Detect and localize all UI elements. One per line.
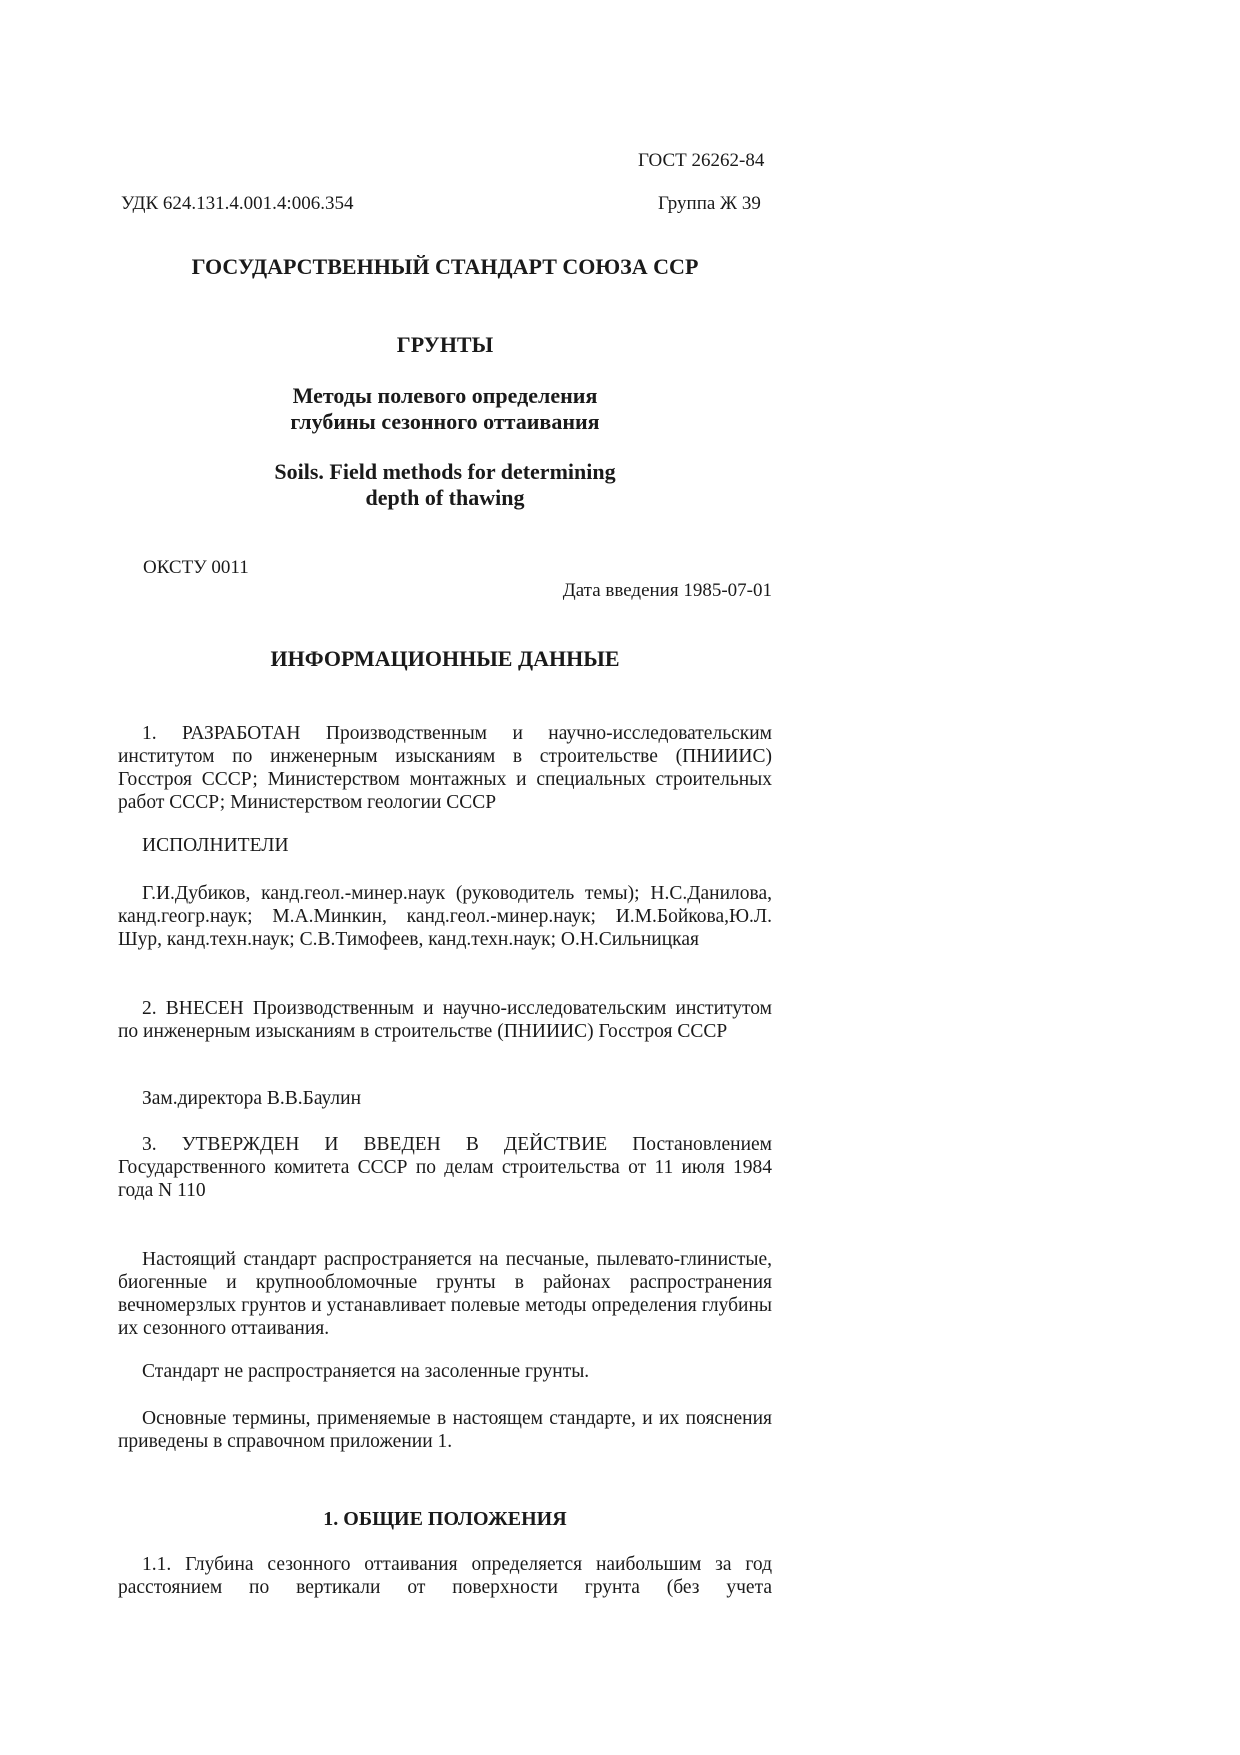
info-paragraph-1 (118, 722, 772, 814)
group-code: Группа Ж 39 (658, 193, 761, 214)
deputy-block (118, 1087, 772, 1110)
english-title-line1: Soils. Field methods for determining (274, 459, 616, 484)
udk-code: УДК 624.131.4.001.4:006.354 (121, 193, 354, 214)
section-1-heading: 1. ОБЩИЕ ПОЛОЖЕНИЯ (323, 1508, 567, 1530)
scope-text: Настоящий стандарт распространяется на песчаные, пылевато-глинистые, биогенные и крупнообломочные грунты в районах распространения вечномерзлых грунтов и устанавливает полевые методы определения глубины их сезонного оттаивания. (118, 1249, 772, 1339)
deputy-director: Зам.директора В.В.Баулин (142, 1088, 362, 1109)
developed-by-text: 1. РАЗРАБОТАН Производственным и научно-исследовательским институтом по инженерным изысканиям в строительстве (ПНИИИС) Госстроя СССР; Министерством монтажных и специальных строительных работ СССР; Министерством геологии СССР (118, 723, 772, 813)
approved-text: 3. УТВЕРЖДЕН И ВВЕДЕН В ДЕЙСТВИЕ Постановлением Государственного комитета СССР по делам строительства от 11 июля 1984 года N 110 (118, 1134, 772, 1201)
russian-title-line1: Методы полевого определения (292, 383, 598, 408)
scope-paragraph-2 (118, 1360, 772, 1383)
scope-exclusion-text: Стандарт не распространяется на засоленные грунты. (142, 1361, 590, 1382)
gost-number: ГОСТ 26262-84 (638, 150, 765, 171)
russian-title-line2: глубины сезонного оттаивания (290, 409, 600, 434)
english-title (118, 459, 772, 511)
english-title-line2: depth of thawing (365, 485, 525, 510)
intro-date: Дата введения 1985-07-01 (562, 580, 772, 601)
executors-block (118, 882, 772, 951)
subject-title: ГРУНТЫ (396, 332, 494, 357)
terms-reference-text: Основные термины, применяемые в настоящем стандарте, и их пояснения приведены в справочном приложении 1. (118, 1408, 772, 1452)
oksty-code: ОКСТУ 0011 (143, 557, 249, 578)
introduced-by-text: 2. ВНЕСЕН Производственным и научно-исследовательским институтом по инженерным изысканиям в строительстве (ПНИИИС) Госстроя СССР (118, 998, 772, 1042)
state-standard-title: ГОСУДАРСТВЕННЫЙ СТАНДАРТ СОЮЗА ССР (191, 254, 699, 279)
scope-paragraph-1 (118, 1248, 772, 1340)
executors-list: Г.И.Дубиков, канд.геол.-минер.наук (руководитель темы); Н.С.Данилова, канд.геогр.наук; М.А.Минкин, канд.геол.-минер.наук; И.М.Бойкова,Ю.Л. Шур, канд.техн.наук; С.В.Тимофеев, канд.техн.наук; О.Н.Сильницкая (118, 883, 772, 950)
executors-label-block (118, 834, 772, 857)
info-heading: ИНФОРМАЦИОННЫЕ ДАННЫЕ (270, 646, 620, 671)
russian-title (118, 383, 772, 435)
section-1-1-text: 1.1. Глубина сезонного оттаивания определяется наибольшим за год расстоянием по вертикали от поверхности грунта (без учета (118, 1554, 772, 1598)
info-paragraph-2 (118, 997, 772, 1043)
info-paragraph-3 (118, 1133, 772, 1202)
section-1-paragraph-1 (118, 1553, 772, 1599)
executors-label: ИСПОЛНИТЕЛИ (142, 835, 289, 856)
scope-paragraph-3 (118, 1407, 772, 1453)
